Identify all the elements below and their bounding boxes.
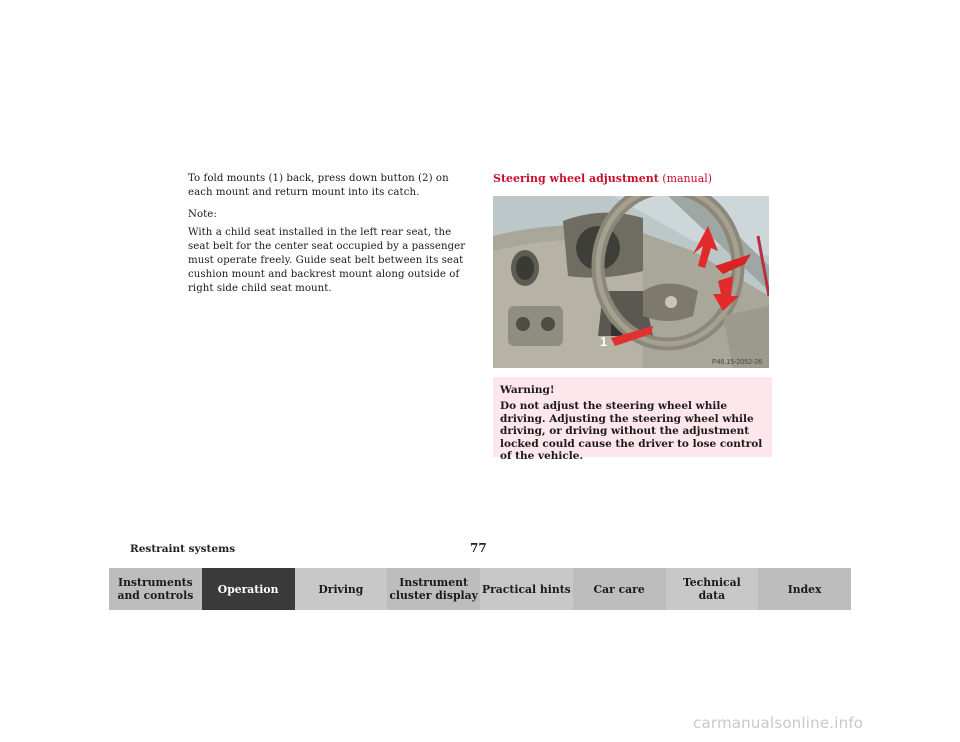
- tab-technical-data[interactable]: Technical data: [666, 568, 759, 610]
- section-title-main: Steering wheel adjustment: [493, 172, 659, 185]
- figure-code: P46.15-2052-26: [712, 359, 763, 366]
- child-seat-note-paragraph: With a child seat installed in the left rear seat, the seat belt for the center seat occupied by a passenger must operate freely. Guide seat belt between its seat cushion mount and backrest mount along outside of right side child seat mount.: [188, 227, 466, 294]
- section-title: [493, 172, 712, 185]
- tab-operation[interactable]: Operation: [202, 568, 295, 610]
- tab-driving[interactable]: Driving: [295, 568, 388, 610]
- section-title-sub: (manual): [658, 172, 713, 185]
- tab-index[interactable]: Index: [758, 568, 851, 610]
- warning-title: Warning!: [500, 384, 555, 396]
- figure-callout: 1: [600, 334, 608, 349]
- chapter-navigation: [109, 568, 851, 610]
- warning-box: [493, 377, 772, 462]
- watermark: carmanualsonline.info: [693, 714, 864, 732]
- note-label: Note:: [188, 209, 217, 220]
- tab-car-care[interactable]: Car care: [573, 568, 666, 610]
- tab-instrument-cluster-display[interactable]: Instrument cluster display: [387, 568, 480, 610]
- fold-mounts-paragraph: To fold mounts (1) back, press down button (2) on each mount and return mount into its catch.: [188, 173, 449, 198]
- page-number: 77: [470, 541, 487, 555]
- footer-section-name: Restraint systems: [130, 543, 236, 555]
- tab-practical-hints[interactable]: Practical hints: [480, 568, 573, 610]
- warning-text: Do not adjust the steering wheel while driving. Adjusting the steering wheel while driving, or driving without the adjustment locked could cause the driver to lose control of the vehicle.: [500, 400, 763, 462]
- tab-instruments-and-controls[interactable]: Instruments and controls: [109, 568, 202, 610]
- steering-wheel-illustration: [493, 196, 769, 368]
- left-column: [188, 172, 468, 304]
